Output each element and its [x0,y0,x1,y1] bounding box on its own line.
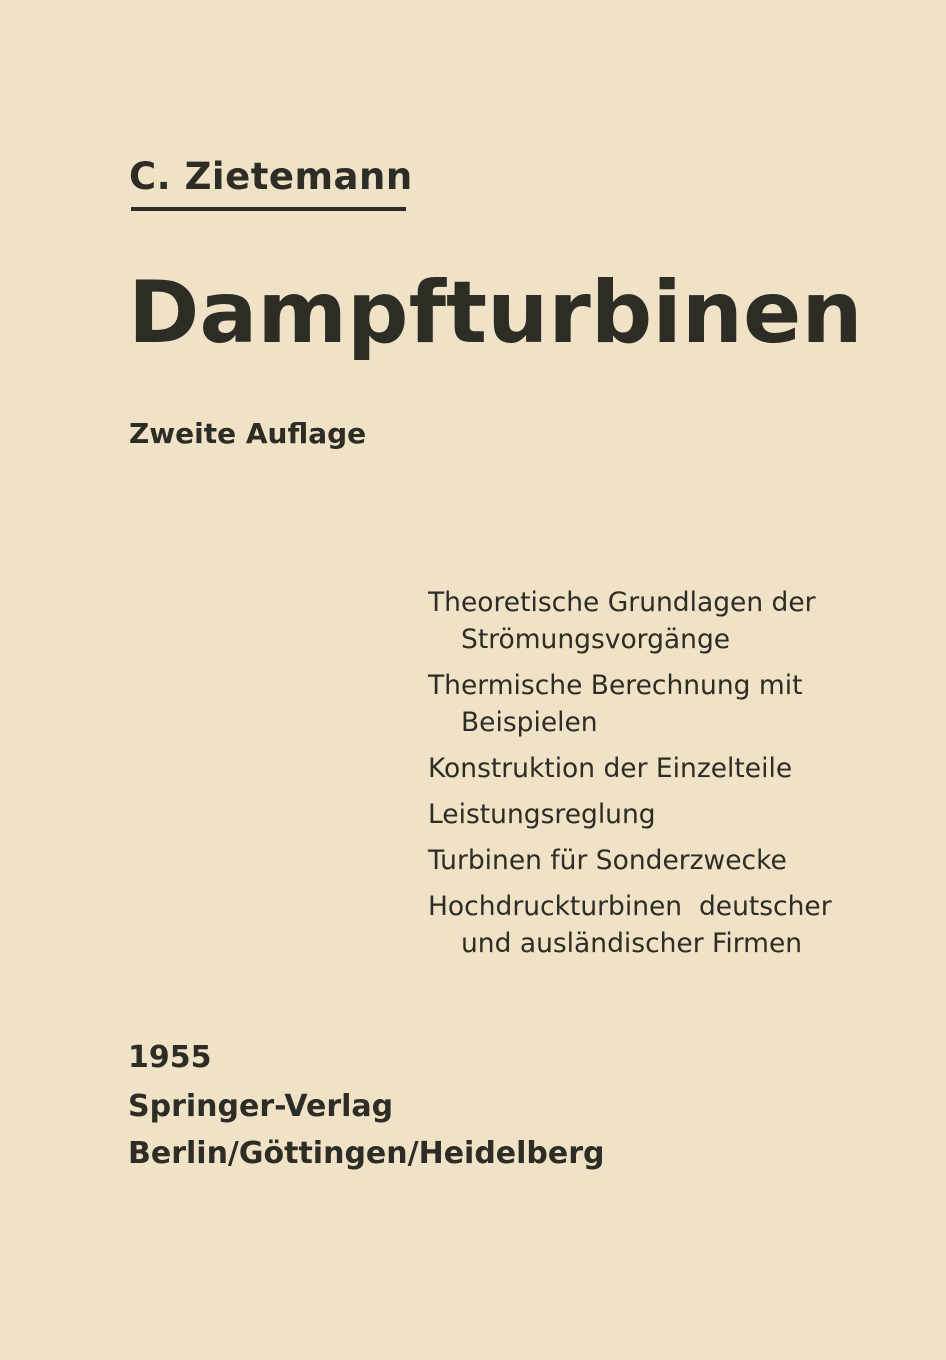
contents-item-continuation: Strömungsvorgänge [461,624,731,655]
publisher-name: Springer-Verlag [128,1089,394,1124]
contents-item-line: Thermische Berechnung mit [428,670,803,701]
contents-item-continuation: und ausländischer Firmen [461,928,803,959]
contents-item-continuation: Beispielen [461,707,598,738]
contents-item [428,888,928,962]
contents-item [428,750,928,787]
publication-year: 1955 [128,1040,212,1075]
publisher-locations: Berlin/Göttingen/Heidelberg [128,1136,605,1171]
contents-item [428,667,928,741]
book-title: Dampfturbinen [128,263,863,363]
author-name: C. Zietemann [129,155,413,198]
author-underline [131,207,406,211]
edition-label: Zweite Auflage [129,417,367,450]
contents-item [428,584,928,658]
contents-item-line: Turbinen für Sonderzwecke [428,845,787,876]
contents-item [428,842,928,879]
contents-item [428,796,928,833]
contents-item-line: Hochdruckturbinen deutscher [428,891,832,922]
contents-item-line: Leistungsreglung [428,799,656,830]
contents-list [428,584,928,971]
contents-item-line: Theoretische Grundlagen der [428,587,816,618]
contents-item-line: Konstruktion der Einzelteile [428,753,793,784]
